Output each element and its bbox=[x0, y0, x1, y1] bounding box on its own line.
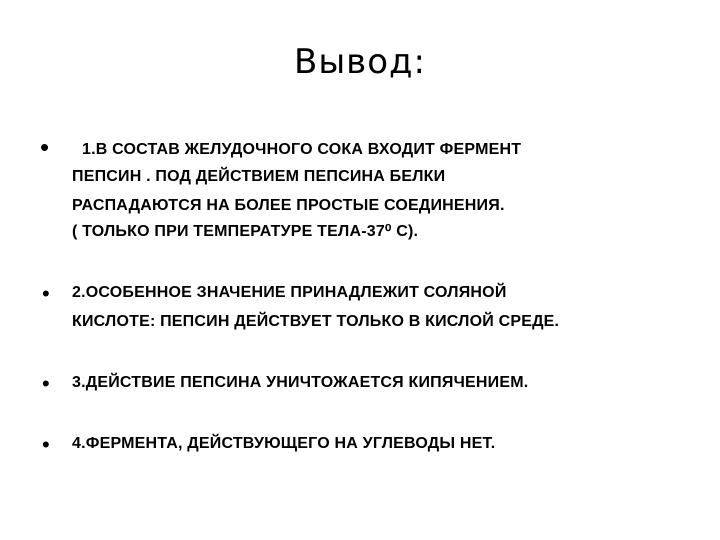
bullet-dot: • bbox=[42, 371, 50, 396]
bullet-dot: • bbox=[40, 132, 50, 162]
bullet-2-line-1: 2.ОСОБЕННОЕ ЗНАЧЕНИЕ ПРИНАДЛЕЖИТ СОЛЯНОЙ bbox=[72, 284, 507, 301]
bullet-2-line-2: КИСЛОТЕ: ПЕПСИН ДЕЙСТВУЕТ ТОЛЬКО В КИСЛОЙ СРЕДЕ. bbox=[72, 313, 560, 330]
bullet-1-line-2: ПЕПСИН . ПОД ДЕЙСТВИЕМ ПЕПСИНА БЕЛКИ bbox=[72, 168, 446, 185]
bullet-4-line-1: 4.ФЕРМЕНТА, ДЕЙСТВУЮЩЕГО НА УГЛЕВОДЫ НЕТ. bbox=[72, 435, 496, 452]
bullet-1-line-1: 1.В СОСТАВ ЖЕЛУДОЧНОГО СОКА ВХОДИТ ФЕРМЕНТ bbox=[82, 141, 522, 158]
bullet-dot: • bbox=[42, 432, 50, 457]
bullet-dot: • bbox=[42, 281, 50, 306]
bullet-1-line-3: РАСПАДАЮТСЯ НА БОЛЕЕ ПРОСТЫЕ СОЕДИНЕНИЯ. bbox=[72, 197, 505, 214]
slide-title: Вывод: bbox=[294, 42, 426, 82]
bullet-3-line-1: 3.ДЕЙСТВИЕ ПЕПСИНА УНИЧТОЖАЕТСЯ КИПЯЧЕНИЕМ. bbox=[72, 374, 529, 391]
bullet-1-line-4: ( ТОЛЬКО ПРИ ТЕМПЕРАТУРЕ ТЕЛА-37⁰ С). bbox=[72, 223, 419, 240]
